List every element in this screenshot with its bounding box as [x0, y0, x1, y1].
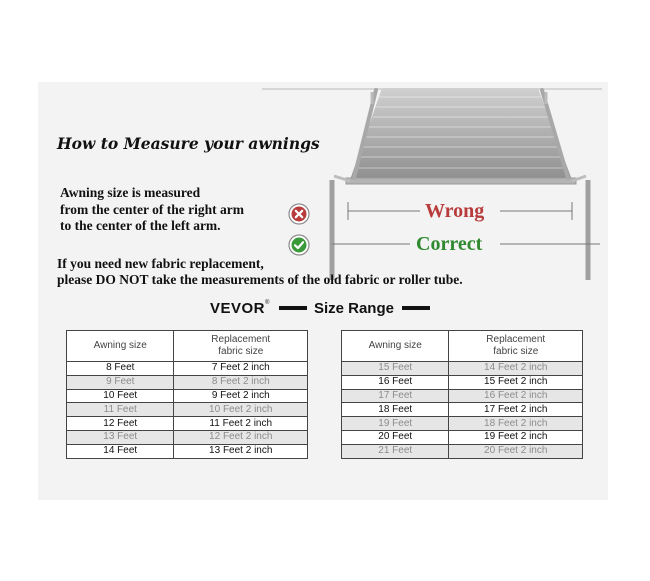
- header-awning-size: Awning size: [342, 331, 449, 362]
- table-row: 18 Feet 17 Feet 2 inch: [342, 403, 583, 417]
- table-row: 17 Feet 16 Feet 2 inch: [342, 389, 583, 403]
- header-awning-size: Awning size: [67, 331, 174, 362]
- size-table-right: [341, 330, 583, 459]
- check-icon: [288, 234, 310, 256]
- table-row: 16 Feet 15 Feet 2 inch: [342, 375, 583, 389]
- table-row: 15 Feet 14 Feet 2 inch: [342, 362, 583, 376]
- table-header-row: [342, 331, 583, 362]
- front-roller-bar: [346, 178, 576, 184]
- table-row: 10 Feet 9 Feet 2 inch: [67, 389, 308, 403]
- table-row: 21 Feet 20 Feet 2 inch: [342, 444, 583, 458]
- table-row: 14 Feet 13 Feet 2 inch: [67, 444, 308, 458]
- table-row: 9 Feet 8 Feet 2 inch: [67, 375, 308, 389]
- description-line: to the center of the left arm.: [60, 218, 221, 233]
- fabric-note: [57, 256, 463, 288]
- description-line: from the center of the right arm: [60, 201, 244, 217]
- table-row: 13 Feet 12 Feet 2 inch: [67, 430, 308, 444]
- awning-fabric: [350, 88, 572, 180]
- heading-dash-left: [279, 306, 307, 310]
- measurement-description: [60, 185, 244, 235]
- table-row: 20 Feet 19 Feet 2 inch: [342, 430, 583, 444]
- table-row: 11 Feet 10 Feet 2 inch: [67, 403, 308, 417]
- heading-dash-right: [402, 306, 430, 310]
- description-line: Awning size is measured: [60, 185, 201, 200]
- table-row: 12 Feet 11 Feet 2 inch: [67, 417, 308, 431]
- header-replacement-size: Replacement fabric size: [174, 331, 308, 362]
- page-title: How to Measure your awnings: [57, 134, 320, 153]
- correct-label: Correct: [412, 233, 486, 255]
- x-icon: [288, 203, 310, 225]
- size-range-heading: [210, 298, 430, 318]
- header-replacement-size: Replacement fabric size: [449, 331, 583, 362]
- size-range-title: Size Range: [313, 299, 394, 317]
- table-row: 8 Feet 7 Feet 2 inch: [67, 362, 308, 376]
- size-table-left: [66, 330, 308, 459]
- wrong-label: Wrong: [421, 200, 488, 222]
- table-header-row: [67, 331, 308, 362]
- note-line: If you need new fabric replacement,: [57, 256, 264, 271]
- vevor-logo: VEVOR®: [210, 299, 270, 317]
- table-row: 19 Feet 18 Feet 2 inch: [342, 417, 583, 431]
- note-line: please DO NOT take the measurements of the old fabric or roller tube.: [57, 272, 463, 287]
